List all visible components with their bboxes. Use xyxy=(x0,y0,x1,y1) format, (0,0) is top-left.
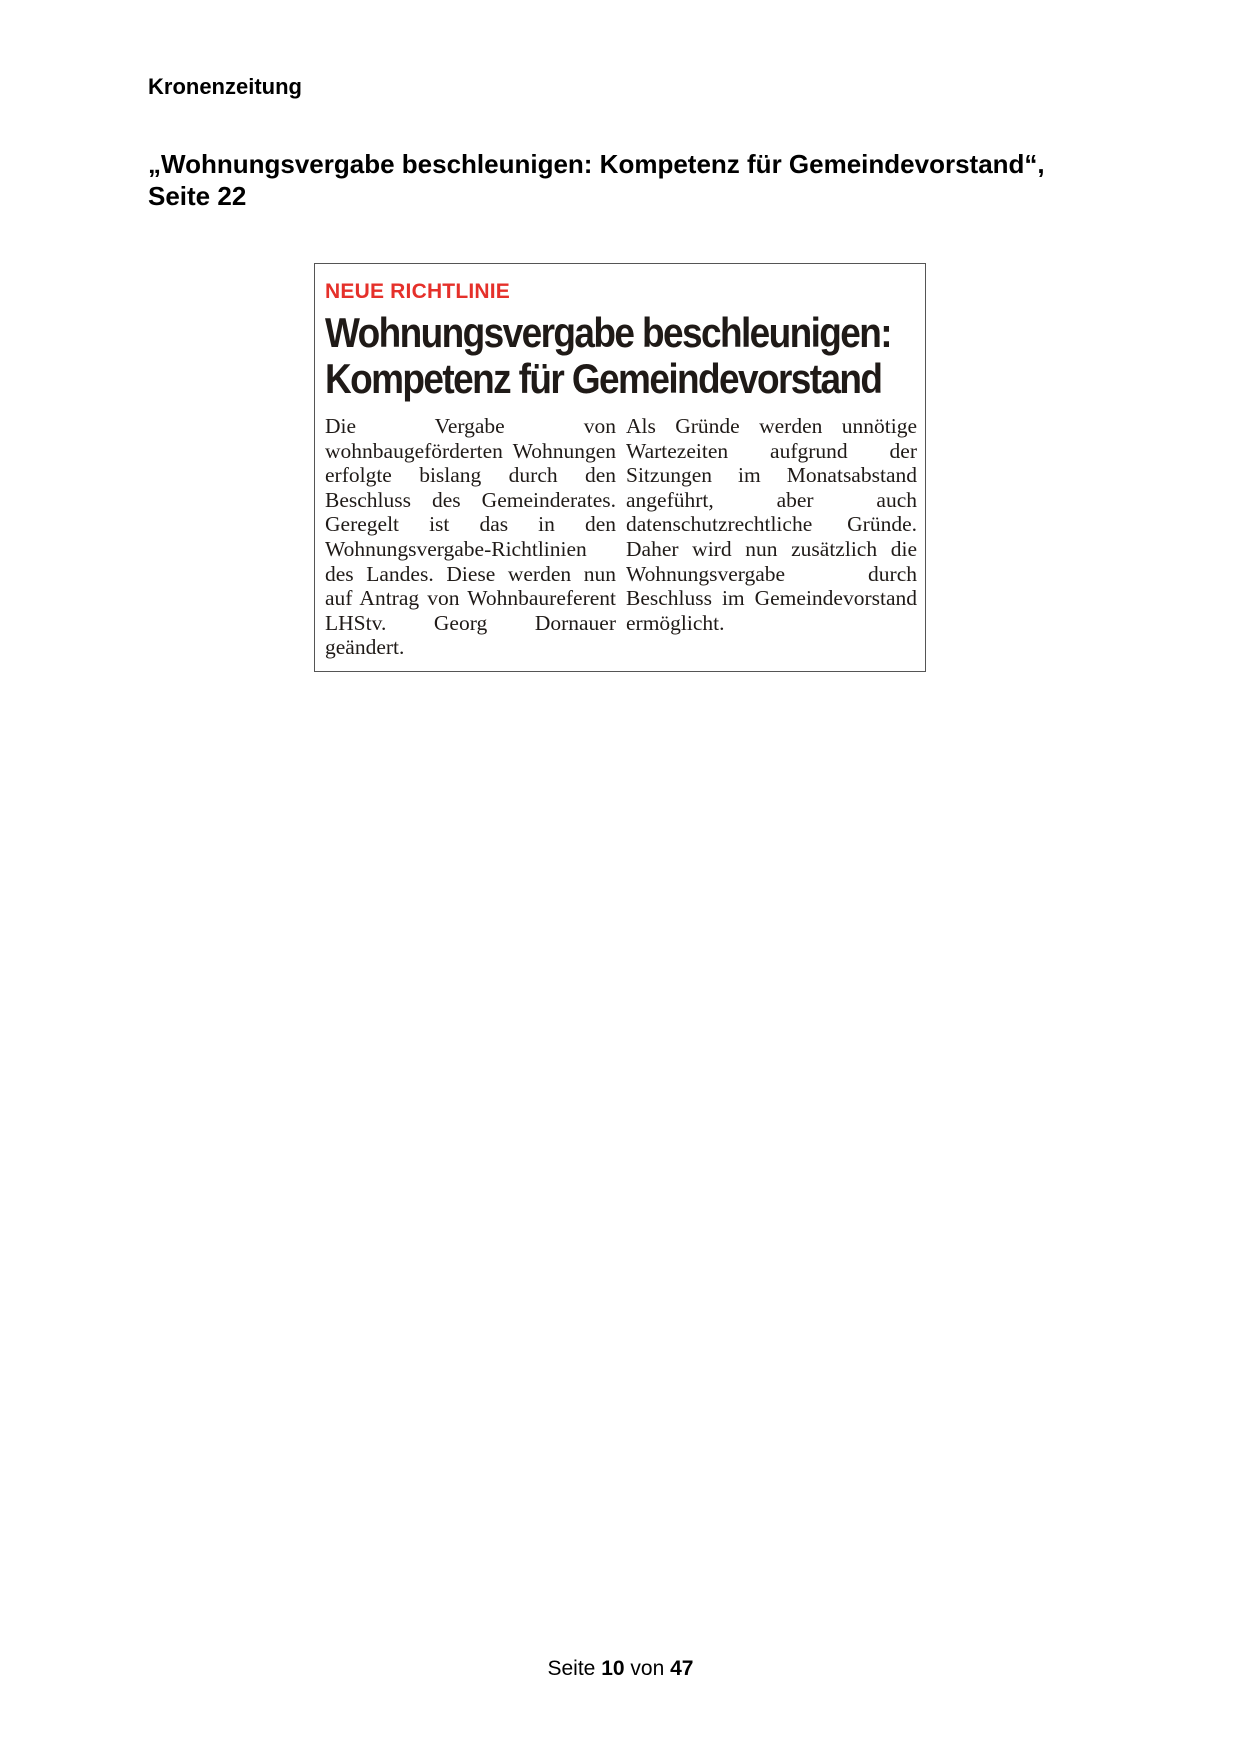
clipping-headline xyxy=(325,310,915,402)
clipping-headline-line-2: Kompetenz für Gemeindevorstand xyxy=(325,355,882,402)
clipping-kicker: NEUE RICHTLINIE xyxy=(325,280,511,303)
newspaper-clipping xyxy=(314,263,926,672)
page-footer xyxy=(0,1656,1241,1682)
clipping-columns xyxy=(325,414,917,660)
clipping-headline-line-1: Wohnungsvergabe beschleunigen: xyxy=(325,310,892,356)
page-separator: von xyxy=(630,1657,665,1680)
page-total: 47 xyxy=(670,1657,694,1680)
clipping-column-2: Als Gründe werden unnötige Wartezeiten aufgrund der Sitzungen im Monatsabstand angeführt, aber auch datenschutzrechtliche Gründe. Daher wird nun zusätzlich die Wohnungsvergabe durch Beschluss im Gemeindevorstand ermöglicht. xyxy=(626,414,917,635)
page-title: „Wohnungsvergabe beschleunigen: Kompetenz für Gemeindevorstand“, Seite 22 xyxy=(148,149,1045,211)
page-number: 10 xyxy=(601,1657,625,1680)
clipping-column-1: Die Vergabe von wohnbaugeförderten Wohnungen erfolgte bislang durch den Beschluss des Gemeinderates. Geregelt ist das in den Wohnungsvergabe-Richtlinien des Landes. Diese werden nun auf Antrag von Wohnbaureferent LHStv. Georg Dornauer geändert. xyxy=(325,414,616,660)
page-prefix: Seite xyxy=(547,1657,596,1680)
source-name: Kronenzeitung xyxy=(148,74,302,99)
